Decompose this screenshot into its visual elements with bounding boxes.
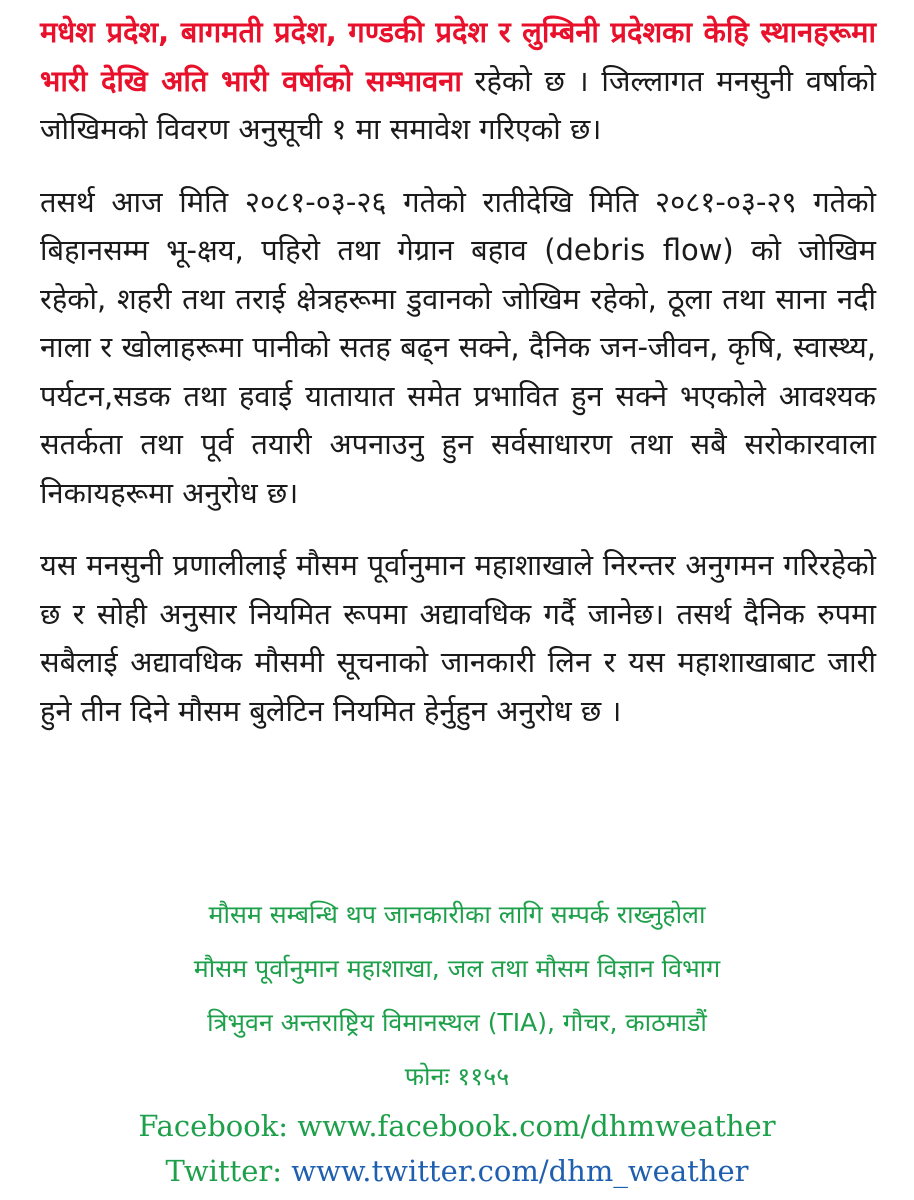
notice-paragraph-1 bbox=[40, 8, 876, 154]
facebook-link[interactable]: www.facebook.com/dhmweather bbox=[297, 1109, 776, 1143]
facebook-label: Facebook: bbox=[138, 1109, 298, 1143]
contact-intro: मौसम सम्बन्धि थप जानकारीका लागि सम्पर्क राख्नुहोला bbox=[208, 900, 706, 929]
contact-footer bbox=[0, 888, 914, 1194]
address: त्रिभुवन अन्तराष्ट्रिय विमानस्थल (TIA), गौचर, काठमाडौं bbox=[207, 1008, 707, 1037]
notice-paragraph-3: यस मनसुनी प्रणालीलाई मौसम पूर्वानुमान महाशाखाले निरन्तर अनुगमन गरिरहेको छ र सोही अनुसार नियमित रूपमा अद्यावधिक गर्दै जानेछ। तसर्थ दैनिक रुपमा सबैलाई अद्यावधिक मौसमी सूचनाको जानकारी लिन र यस महाशाखाबाट जारी हुने तीन दिने मौसम बुलेटिन नियमित हेर्नुहुन अनुरोध छ । bbox=[40, 548, 876, 728]
facebook-line bbox=[0, 1104, 914, 1149]
twitter-link[interactable]: www.twitter.com/dhm_weather bbox=[291, 1154, 749, 1188]
department-name: मौसम पूर्वानुमान महाशाखा, जल तथा मौसम विज्ञान विभाग bbox=[193, 954, 721, 983]
heavy-rain-alert-text: मधेश प्रदेश, बागमती प्रदेश, गण्डकी प्रदेश र लुम्बिनी प्रदेशका केहि स्थानहरूमा भारी देखि अति भारी वर्षाको सम्भावना bbox=[40, 15, 876, 98]
notice-paragraph-2: तसर्थ आज मिति २०८१-०३-२६ गतेको रातीदेखि मिति २०८१-०३-२९ गतेको बिहानसम्म भू-क्षय, पहिरो तथा गेग्रान बहाव (debris flow) को जोखिम रहेको, शहरी तथा तराई क्षेत्रहरूमा डुवानको जोखिम रहेको, ठूला तथा साना नदी नाला र खोलाहरूमा पानीको सतह बढ्न सक्ने, दैनिक जन-जीवन, कृषि, स्वास्थ्य, पर्यटन,सडक तथा हवाई यातायात समेत प्रभावित हुन सक्ने भएकोले आवश्यक सतर्कता तथा पूर्व तयारी अपनाउनु हुन सर्वसाधारण तथा सबै सरोकारवाला निकायहरूमा अनुरोध छ। bbox=[40, 184, 876, 510]
twitter-label: Twitter: bbox=[165, 1154, 292, 1188]
notice-paragraph-1-rest: रहेको छ । जिल्लागत मनसुनी वर्षाको जोखिमको विवरण अनुसूची १ मा समावेश गरिएको छ। bbox=[40, 63, 876, 146]
phone-number: फोनः ११५५ bbox=[404, 1062, 510, 1091]
twitter-line bbox=[0, 1149, 914, 1194]
